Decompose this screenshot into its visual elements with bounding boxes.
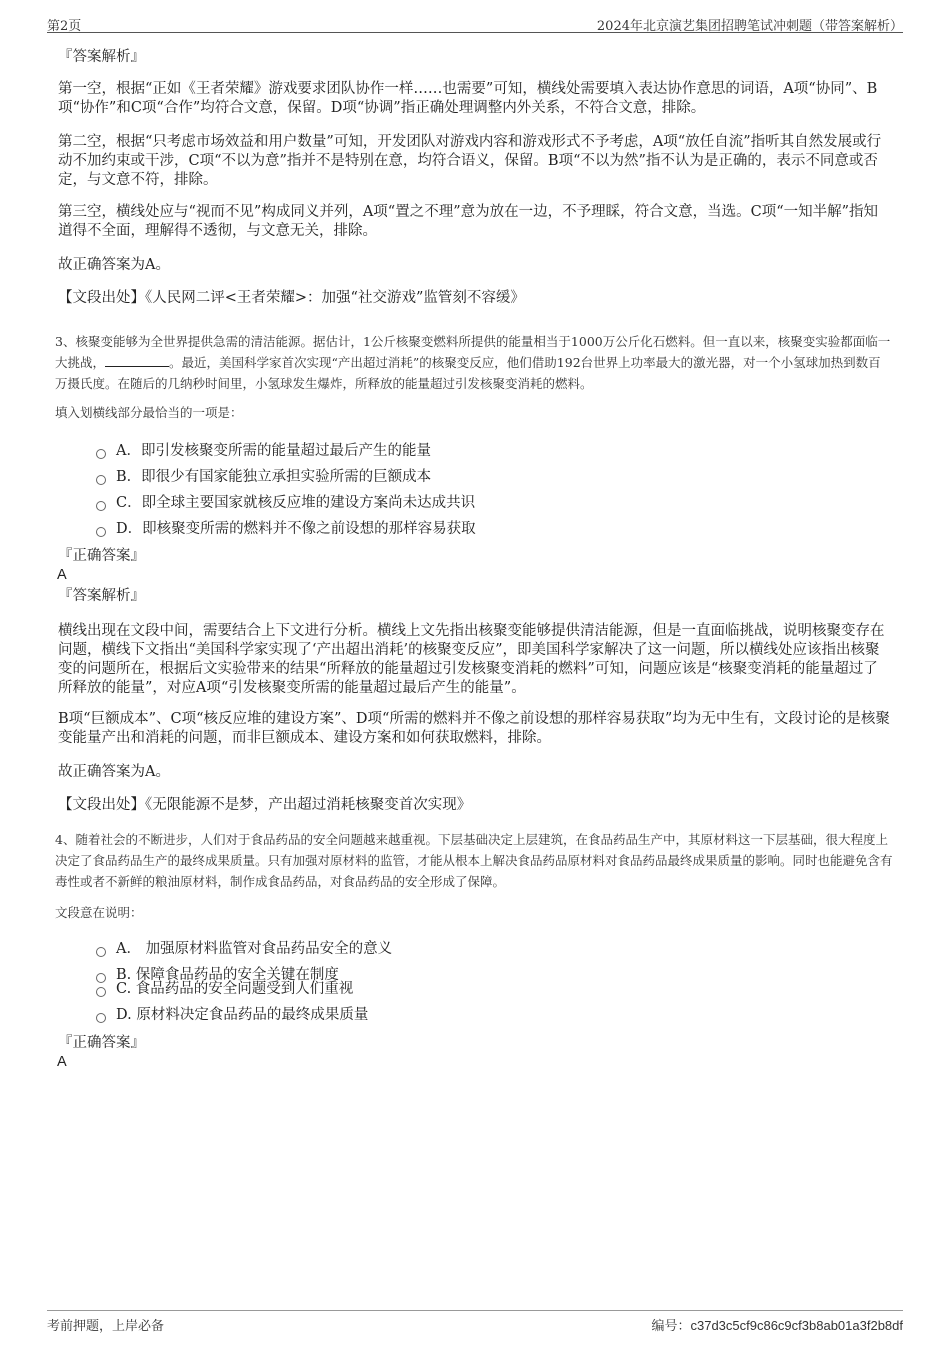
page-footer — [47, 1310, 903, 1333]
q4-stem: 4、随着社会的不断进步，人们对于食品药品的安全问题越来越重视。下层基础决定上层建筑，在食品药品生产中，其原材料这一下层基础，很大程度上决定了食品药品生产的最终成果质量。只有加强对原材料的监管，才能从根本上解决食品药品原材料对食品药品最终成果质量的影响。同时也能避免含有毒性或者不新鲜的粮油原材料，制作成食品药品，对食品药品的安全形成了保障。 — [55, 832, 893, 889]
footer-slogan: 考前押题，上岸必备 — [47, 1319, 165, 1334]
q3-analysis-para-1: 横线出现在文段中间，需要结合上下文进行分析。横线上文先指出核聚变能够提供清洁能源，但是一直面临挑战，说明核聚变存在问题，横线下文指出“美国科学家实现了‘产出超出消耗’的核聚变反应”，即美国科学家解决了这一问题，所以横线处应该指出核聚变的问题所在，根据后文实验带来的结果“所释放的能量超过引发核聚变消耗的燃料”可知，问题应该是“核聚变消耗的能量超过了所释放的能量”，对应A项“引发核聚变所需的能量超过最后产生的能量”。 — [58, 623, 885, 696]
q3-option-a[interactable]: A．即引发核聚变所需的能量超过最后产生的能量 — [96, 442, 431, 461]
document-code: 编号：c37d3c5cf9c86c9cf3b8ab01a3f2b8df — [651, 1318, 903, 1334]
q2-source: 【文段出处】《人民网二评<王者荣耀>：加强“社交游戏”监管刻不容缓》 — [58, 290, 525, 306]
q2-analysis-para-3: 第三空，横线处应与“视而不见”构成同义并列，A项“置之不理”意为放在一边，不予理睬，符合文意，当选。C项“一知半解”指知道得不全面，理解得不透彻，与文意无关，排除。 — [58, 204, 879, 239]
q2-analysis-label: 『答案解析』 — [58, 49, 145, 65]
q4-option-a[interactable]: A． 加强原材料监管对食品药品安全的意义 — [96, 940, 392, 959]
radio-icon[interactable] — [96, 987, 106, 997]
q4-answer: A — [57, 1054, 67, 1070]
q3-option-b[interactable]: B．即很少有国家能独立承担实验所需的巨额成本 — [96, 468, 431, 487]
q4-prompt: 文段意在说明： — [55, 905, 143, 920]
q3-conclusion: 故正确答案为A。 — [58, 764, 170, 780]
q3-option-d[interactable]: D．即核聚变所需的燃料并不像之前设想的那样容易获取 — [96, 520, 476, 539]
radio-icon[interactable] — [96, 947, 106, 957]
q4-option-d[interactable]: D. 原材料决定食品药品的最终成果质量 — [96, 1006, 368, 1025]
q4-option-b[interactable]: B. 保障食品药品的安全关键在制度 — [96, 966, 339, 985]
radio-icon[interactable] — [96, 501, 106, 511]
q3-analysis-para-2: B项“巨额成本”、C项“核反应堆的建设方案”、D项“所需的燃料并不像之前设想的那样容易获取”均为无中生有，文段讨论的是核聚变能量产出和消耗的问题，而非巨额成本、建设方案和如何获取燃料，排除。 — [58, 711, 890, 746]
q2-conclusion: 故正确答案为A。 — [58, 257, 170, 273]
q3-prompt: 填入划横线部分最恰当的一项是： — [55, 405, 243, 420]
q4-option-c[interactable]: C. 食品药品的安全问题受到人们重视 — [96, 980, 353, 999]
q3-source: 【文段出处】《无限能源不是梦，产出超过消耗核聚变首次实现》 — [58, 797, 472, 813]
page-number: 第2页 — [47, 19, 82, 34]
radio-icon[interactable] — [96, 449, 106, 459]
q2-analysis-para-2: 第二空，根据“只考虑市场效益和用户数量”可知，开发团队对游戏内容和游戏形式不予考虑，A项“放任自流”指听其自然发展或行动不加约束或干涉，C项“不以为意”指并不是特别在意，均符合语义，保留。B项“不以为然”指不认为是正确的，表示不同意或否定，与文意不符，排除。 — [58, 134, 882, 188]
q3-stem: 3、核聚变能够为全世界提供急需的清洁能源。据估计，1公斤核聚变燃料所提供的能量相当于1000万公斤化石燃料。但一直以来，核聚变实验都面临一大挑战， 。最近，美国科学家首次实现“产出超过消耗”的核聚变反应，他们借助192台世界上功率最大的激光器，对一个小氢球加热到数百万摄氏度。在随后的几纳秒时间里，小氢球发生爆炸，所释放的能量超过引发核聚变消耗的燃料。 — [55, 334, 891, 391]
answer-blank — [105, 354, 169, 367]
q3-analysis-label: 『答案解析』 — [58, 588, 145, 604]
q3-answer-label: 『正确答案』 — [58, 548, 145, 564]
radio-icon[interactable] — [96, 1013, 106, 1023]
document-title: 2024年北京演艺集团招聘笔试冲刺题（带答案解析） — [596, 19, 903, 34]
q3-answer: A — [57, 567, 67, 583]
q2-analysis-para-1: 第一空，根据“正如《王者荣耀》游戏要求团队协作一样……也需要”可知，横线处需要填入表达协作意思的词语，A项“协同”、B项“协作”和C项“合作”均符合文意，保留。D项“协调”指正确处理调整内外关系，不符合文意，排除。 — [58, 81, 878, 116]
q3-option-c[interactable]: C．即全球主要国家就核反应堆的建设方案尚未达成共识 — [96, 494, 475, 513]
page-header — [47, 14, 903, 33]
radio-icon[interactable] — [96, 527, 106, 537]
q4-answer-label: 『正确答案』 — [58, 1035, 145, 1051]
radio-icon[interactable] — [96, 475, 106, 485]
